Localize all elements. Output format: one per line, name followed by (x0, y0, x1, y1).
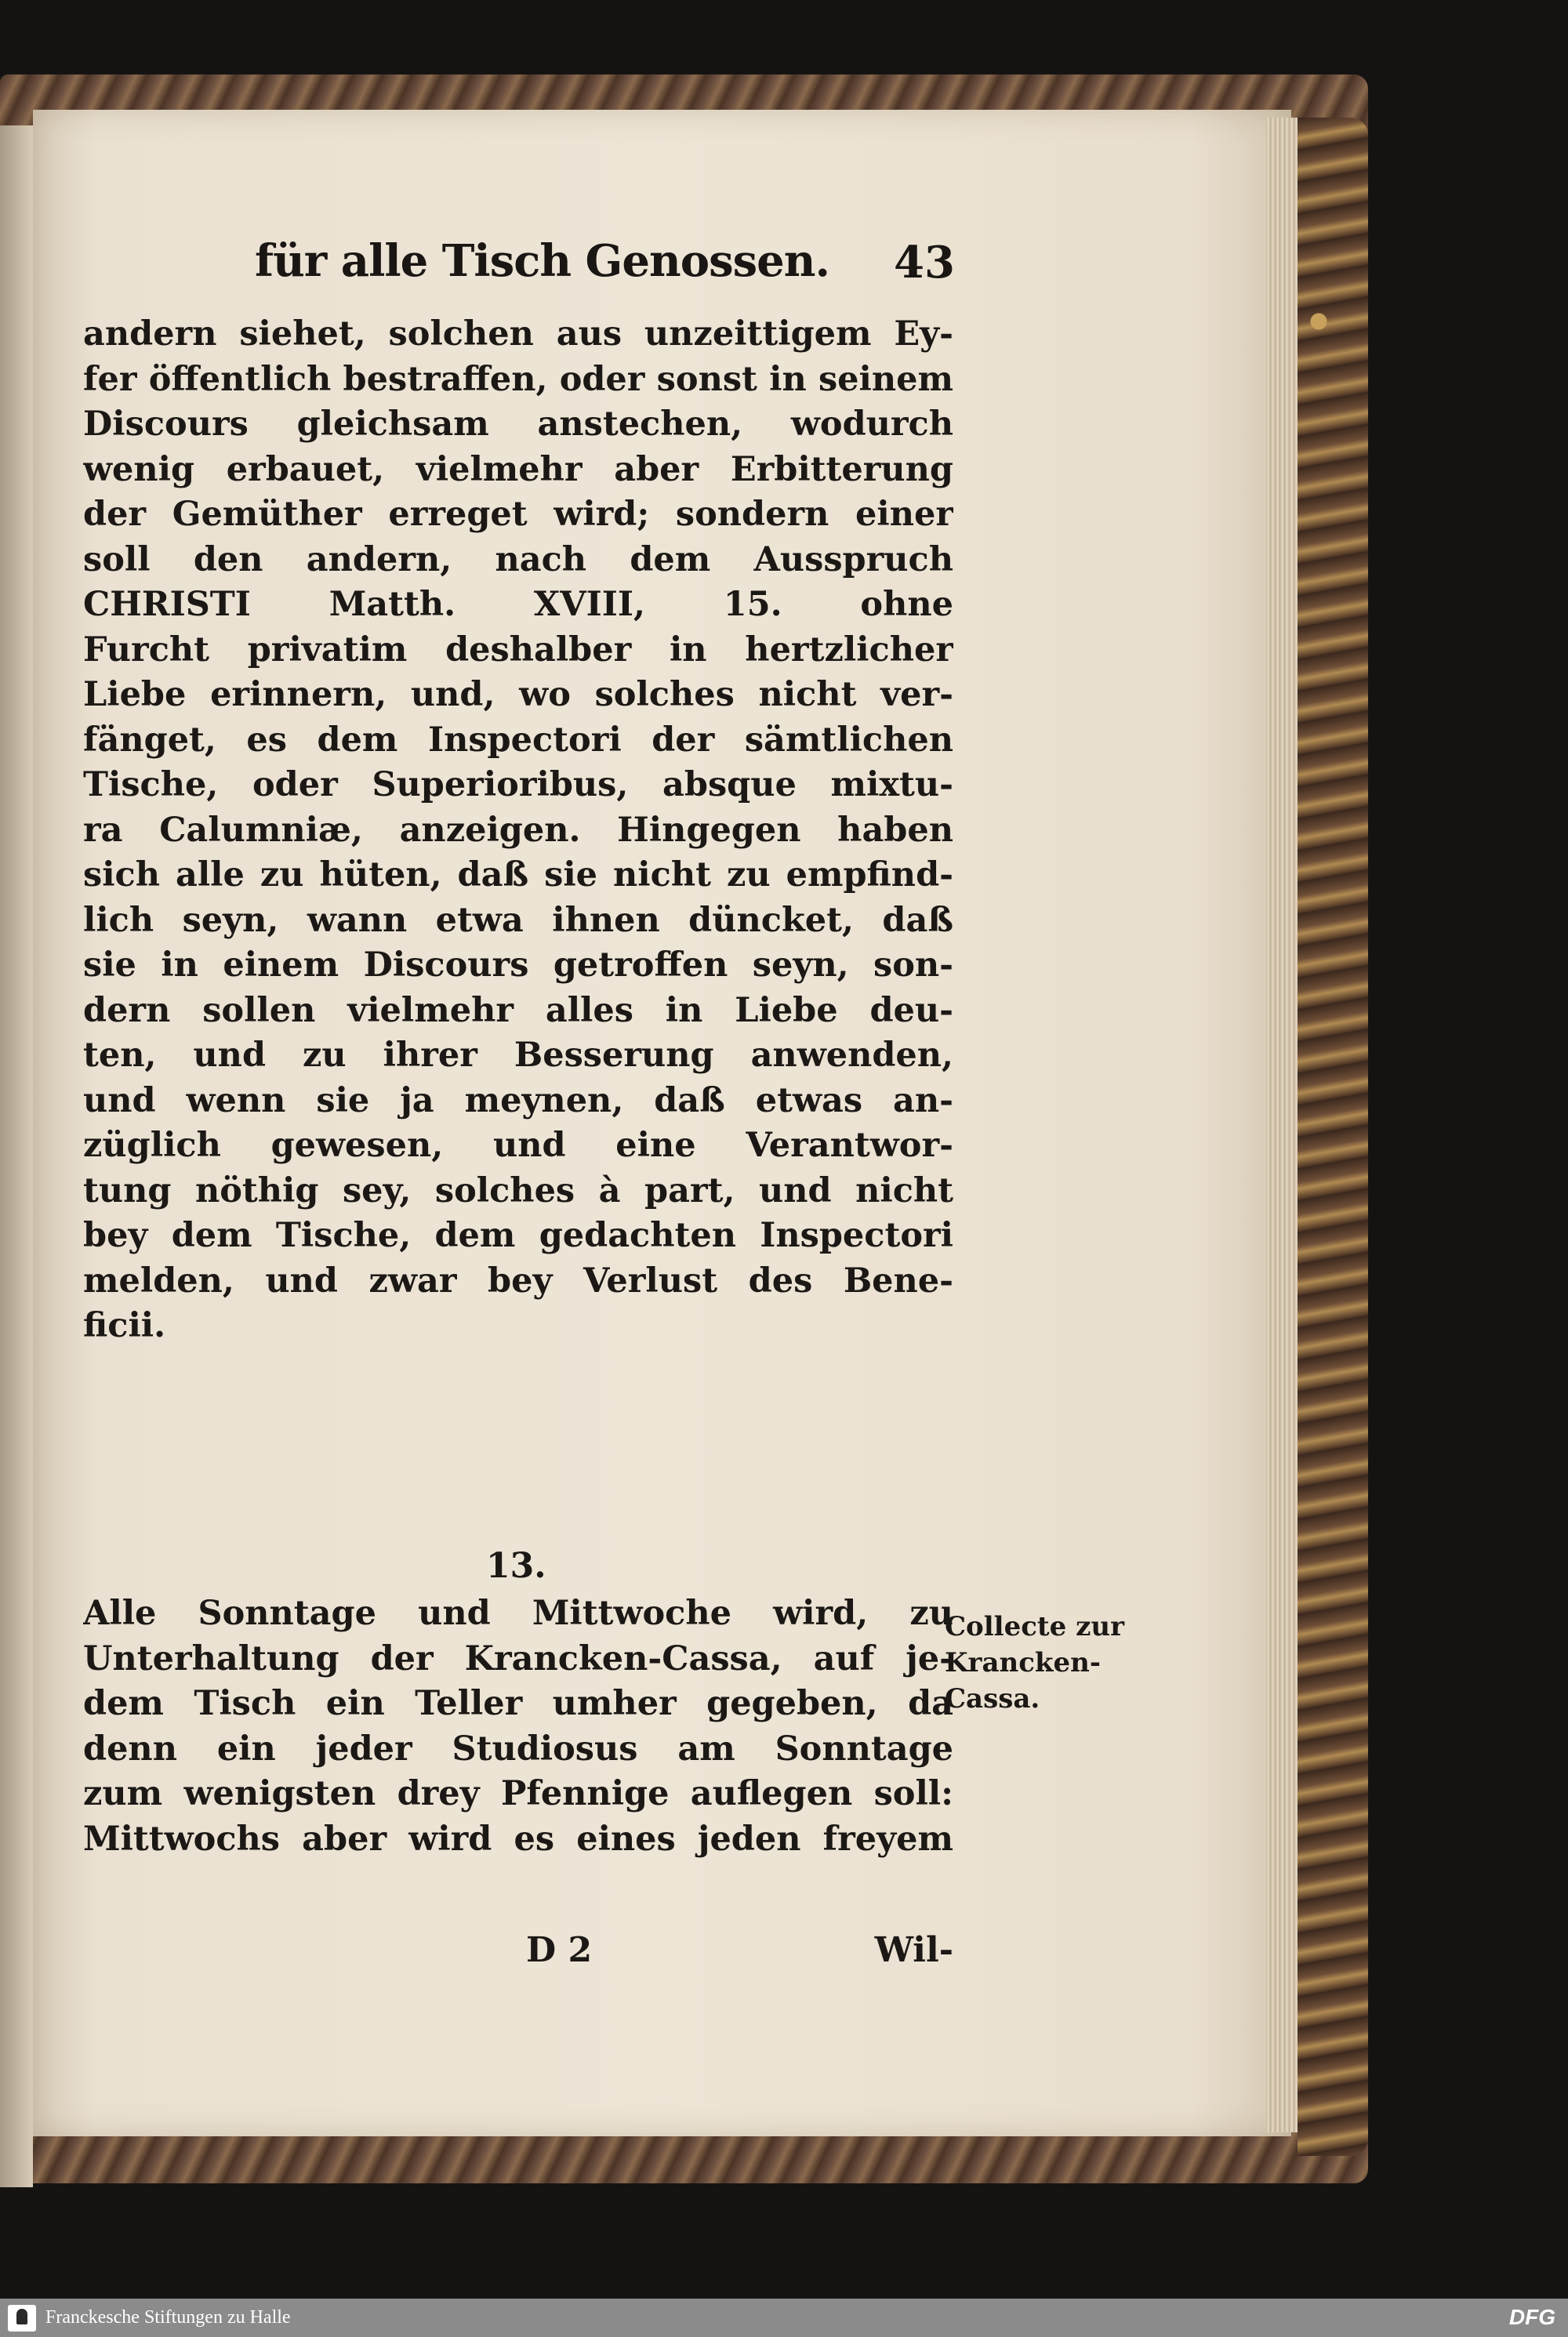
section-number: 13. (486, 1546, 546, 1586)
text-line: melden, und zwar bey Verlust des Bene- (83, 1261, 953, 1301)
margin-note (945, 1609, 1149, 1717)
text-line: Unterhaltung der Krancken-Cassa, auf je- (83, 1638, 953, 1678)
text-line: tung nöthig sey, solches à part, und nicht (83, 1170, 953, 1210)
text-line: dern sollen vielmehr alles in Liebe deu- (83, 990, 953, 1030)
book-cover-edge (1298, 118, 1368, 2156)
text-line: züglich gewesen, und eine Verantwor- (83, 1126, 953, 1165)
text-line: bey dem Tische, dem gedachten Inspectori (83, 1216, 953, 1255)
margin-note-line: Cassa. (945, 1683, 1040, 1715)
text-line: zum wenigsten drey Pfennige auflegen soll: (83, 1774, 953, 1813)
section-text (83, 1591, 953, 1862)
text-line: fer öffentlich bestraffen, oder sonst in seinem (83, 359, 953, 399)
text-line: dem Tisch ein Teller umher gegeben, da (83, 1684, 953, 1723)
text-line: sich alle zu hüten, daß sie nicht zu empfind- (83, 855, 953, 895)
page-number: 43 (894, 237, 955, 288)
page-stack-edge (1266, 118, 1298, 2132)
text-line: Tische, oder Superioribus, absque mixtu- (83, 765, 953, 804)
institution-logo-icon[interactable] (8, 2305, 36, 2332)
body-text (83, 312, 953, 1349)
text-line: Liebe erinnern, und, wo solches nicht ver- (83, 675, 953, 714)
text-line: sie in einem Discours getroffen seyn, son- (83, 945, 953, 985)
text-line: wenig erbauet, vielmehr aber Erbitterung (83, 449, 953, 489)
institution-link[interactable]: Franckesche Stiftungen zu Halle (45, 2307, 291, 2328)
running-head (255, 235, 960, 298)
text-line: Alle Sonntage und Mittwoche wird, zu (83, 1594, 953, 1633)
text-line: ficii. (83, 1306, 166, 1345)
text-line: Mittwochs aber wird es eines jeden freyem (83, 1819, 953, 1859)
text-line: Furcht privatim deshalber in hertzlicher (83, 630, 953, 670)
page-foot (83, 1930, 953, 1977)
text-line: CHRISTI Matth. XVIII, 15. ohne (83, 585, 953, 624)
signature-mark: D 2 (526, 1930, 593, 1970)
dfg-logo[interactable]: DFG (1508, 2305, 1555, 2329)
text-line: ra Calumniæ, anzeigen. Hingegen haben (83, 810, 953, 850)
text-line: Discours gleichsam anstechen, wodurch (83, 405, 953, 444)
text-line: ten, und zu ihrer Besserung anwenden, (83, 1036, 953, 1075)
running-title: für alle Tisch Genossen. (255, 235, 829, 287)
text-line: denn ein jeder Studiosus am Sonntage (83, 1729, 953, 1769)
text-line: fänget, es dem Inspectori der sämtlichen (83, 720, 953, 760)
margin-note-line: Collecte zur (945, 1611, 1125, 1642)
text-line: soll den andern, nach dem Ausspruch (83, 539, 953, 579)
catchword: Wil- (874, 1930, 953, 1970)
margin-note-line: Krancken- (945, 1647, 1101, 1678)
text-line: lich seyn, wann etwa ihnen düncket, daß (83, 900, 953, 940)
viewer-footer (0, 2299, 1568, 2337)
text-line: der Gemüther erreget wird; sondern einer (83, 495, 953, 534)
text-line: andern siehet, solchen aus unzeittigem Ey- (83, 314, 953, 354)
facing-page-edge (0, 125, 33, 2187)
text-line: und wenn sie ja meynen, daß etwas an- (83, 1080, 953, 1120)
